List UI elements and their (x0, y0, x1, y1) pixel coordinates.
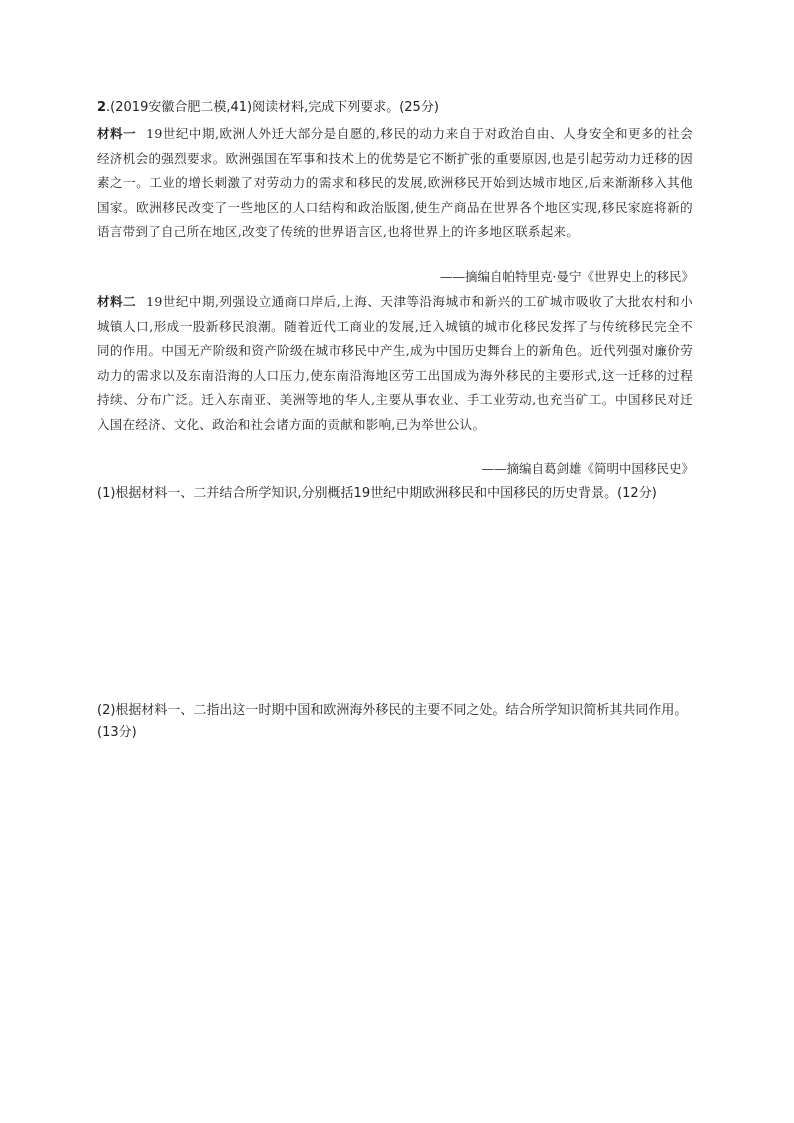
material-two-source: ——摘编自葛剑雄《简明中国移民史》 (481, 461, 694, 476)
material-two-label: 材料二 (97, 294, 137, 309)
material-one-text: 19世纪中期,欧洲人外迁大部分是自愿的,移民的动力来自于对政治自由、人身安全和更多的社会经济机会的强烈要求。欧洲强国在军事和技术上的优势是它不断扩张的重要原因,也是引起劳动力迁移的因素之一。工业的增长刺激了对劳动力的需求和移民的发展,欧洲移民开始到达城市地区,后来渐渐移入其他国家。欧洲移民改变了一些地区的人口结构和政治版图,使生产商品在世界各个地区实现,移民家庭将新的语言带到了自己所在地区,改变了传统的世界语言区,也将世界上的许多地区联系起来。 (97, 126, 693, 239)
question-header (97, 97, 707, 119)
material-one-label: 材料一 (97, 126, 137, 141)
material-one (97, 122, 693, 245)
material-two-text: 19世纪中期,列强设立通商口岸后,上海、天津等沿海城市和新兴的工矿城市吸收了大批农村和小城镇人口,形成一股新移民浪潮。随着近代工商业的发展,迁入城镇的城市化移民发挥了与传统移民完全不同的作用。中国无产阶级和资产阶级在城市移民中产生,成为中国历史舞台上的新角色。近代列强对廉价劳动力的需求以及东南沿海的人口压力,使东南沿海地区劳工出国成为海外移民的主要形式,这一迁移的过程持续、分布广泛。迁入东南亚、美洲等地的华人,主要从事农业、手工业劳动,也充当矿工。中国移民对迁入国在经济、文化、政治和社会诸方面的贡献和影响,已为举世公认。 (97, 294, 693, 432)
material-one-source: ——摘编自帕特里克·曼宁《世界史上的移民》 (440, 269, 694, 284)
question-header-text: .(2019安徽合肥二模,41)阅读材料,完成下列要求。(25分) (106, 100, 439, 115)
question-part-2: (2)根据材料一、二指出这一时期中国和欧洲海外移民的主要不同之处。结合所学知识简析其共同作用。(13分) (97, 703, 688, 740)
material-two (97, 290, 693, 437)
question-part-1: (1)根据材料一、二并结合所学知识,分别概括19世纪中期欧洲移民和中国移民的历史背景。(12分) (97, 486, 657, 501)
question-number: 2 (97, 100, 107, 115)
